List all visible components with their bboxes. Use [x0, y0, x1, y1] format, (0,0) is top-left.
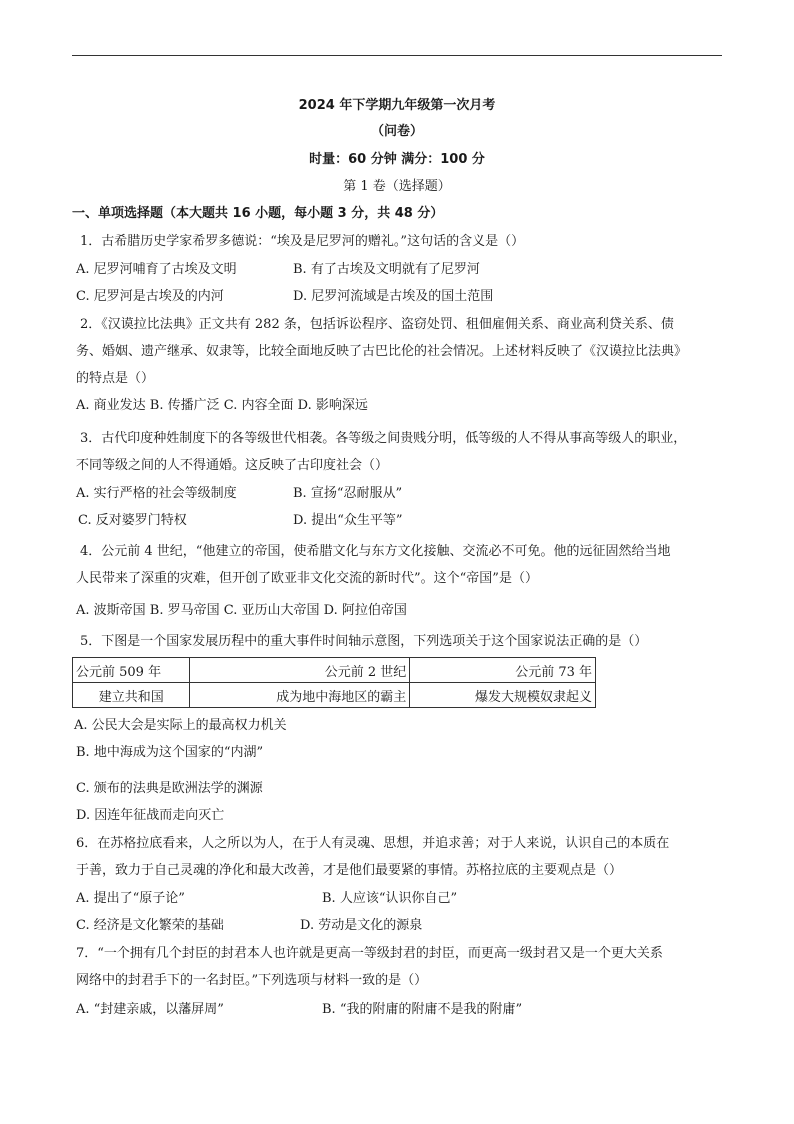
q2-options: A. 商业发达 B. 传播广泛 C. 内容全面 D. 影响深远: [76, 398, 368, 413]
q3-stem-line2: 不同等级之间的人不得通婚。这反映了古印度社会（）: [76, 458, 389, 473]
q4-options: A. 波斯帝国 B. 罗马帝国 C. 亚历山大帝国 D. 阿拉伯帝国: [76, 603, 407, 618]
q1-stem: 1．古希腊历史学家希罗多德说：“埃及是尼罗河的赠礼。”这句话的含义是（）: [80, 234, 525, 249]
q3-option-b: B. 宣扬“忍耐服从”: [293, 486, 403, 501]
q1-option-d: D. 尼罗河流域是古埃及的国土范围: [293, 289, 494, 304]
q2-stem-line1: 2．《汉谟拉比法典》正文共有 282 条，包括诉讼程序、盗窃处罚、租佃雇佣关系、商业高利贷关系、债: [80, 317, 674, 332]
q1-option-a: A. 尼罗河哺育了古埃及文明: [76, 262, 237, 277]
q7-option-b: B. “我的附庸的附庸不是我的附庸”: [322, 1002, 523, 1017]
volume-label: 第 1 卷（选择题）: [343, 179, 451, 194]
q2-stem-line3: 的特点是（）: [76, 371, 155, 386]
q3-option-a: A. 实行严格的社会等级制度: [76, 486, 237, 501]
q4-stem-line1: 4．公元前 4 世纪，“他建立的帝国，使希腊文化与东方文化接触、交流必不可免。他的远征固然给当地: [80, 544, 671, 559]
q1-option-c: C. 尼罗河是古埃及的内河: [76, 289, 224, 304]
exam-title: 2024 年下学期九年级第一次月考: [298, 98, 496, 113]
q6-stem-line1: 6．在苏格拉底看来，人之所以为人，在于人有灵魂、思想，并追求善；对于人来说，认识自己的本质在: [76, 836, 670, 851]
exam-subtitle: （问卷）: [370, 124, 423, 139]
timeline-date: 公元前 509 年: [73, 658, 190, 683]
q6-stem-line2: 于善，致力于自己灵魂的净化和最大改善，才是他们最要紧的事情。苏格拉底的主要观点是（）: [76, 863, 623, 878]
q4-stem-line2: 人民带来了深重的灾难，但开创了欧亚非文化交流的新时代”。这个“帝国”是（）: [76, 571, 538, 586]
timeline-event: 成为地中海地区的霸主: [190, 683, 410, 708]
q6-option-c: C. 经济是文化繁荣的基础: [76, 918, 224, 933]
top-rule: [72, 55, 722, 56]
q5-option-d: D. 因连年征战而走向灭亡: [76, 808, 225, 823]
q5-option-c: C. 颁布的法典是欧洲法学的渊源: [76, 781, 263, 796]
section-heading: 一、单项选择题（本大题共 16 小题，每小题 3 分，共 48 分）: [72, 206, 444, 221]
timeline-events-row: [73, 683, 596, 708]
q2-stem-line2: 务、婚姻、遗产继承、奴隶等，比较全面地反映了古巴比伦的社会情况。上述材料反映了《汉谟拉比法典》: [76, 344, 688, 359]
q7-option-a: A. “封建亲戚，以藩屏周”: [76, 1002, 224, 1017]
q6-option-b: B. 人应该“认识你自己”: [322, 891, 458, 906]
timeline-date: 公元前 73 年: [410, 658, 596, 683]
q6-option-d: D. 劳动是文化的源泉: [300, 918, 423, 933]
q5-stem: 5．下图是一个国家发展历程中的重大事件时间轴示意图，下列选项关于这个国家说法正确的是（）: [80, 634, 648, 649]
q3-stem-line1: 3．古代印度种姓制度下的各等级世代相袭。各等级之间贵贱分明，低等级的人不得从事高等级人的职业，: [80, 431, 687, 446]
time-score: 时量：60 分钟 满分：100 分: [309, 152, 485, 167]
timeline-date: 公元前 2 世纪: [190, 658, 410, 683]
q3-option-d: D. 提出“众生平等”: [293, 513, 403, 528]
q5-option-a: A. 公民大会是实际上的最高权力机关: [74, 718, 287, 733]
timeline-event: 爆发大规模奴隶起义: [410, 683, 596, 708]
q1-option-b: B. 有了古埃及文明就有了尼罗河: [293, 262, 480, 277]
q7-stem-line2: 网络中的封君手下的一名封臣。”下列选项与材料一致的是（）: [76, 973, 428, 988]
timeline-event: 建立共和国: [73, 683, 190, 708]
q5-option-b: B. 地中海成为这个国家的“内湖”: [76, 745, 264, 760]
timeline-dates-row: [73, 658, 596, 683]
timeline-table: [72, 657, 596, 708]
q3-option-c: C. 反对婆罗门特权: [78, 513, 187, 528]
q7-stem-line1: 7．“一个拥有几个封臣的封君本人也许就是更高一等级封君的封臣，而更高一级封君又是一个更大关系: [76, 946, 663, 961]
q6-option-a: A. 提出了“原子论”: [76, 891, 185, 906]
